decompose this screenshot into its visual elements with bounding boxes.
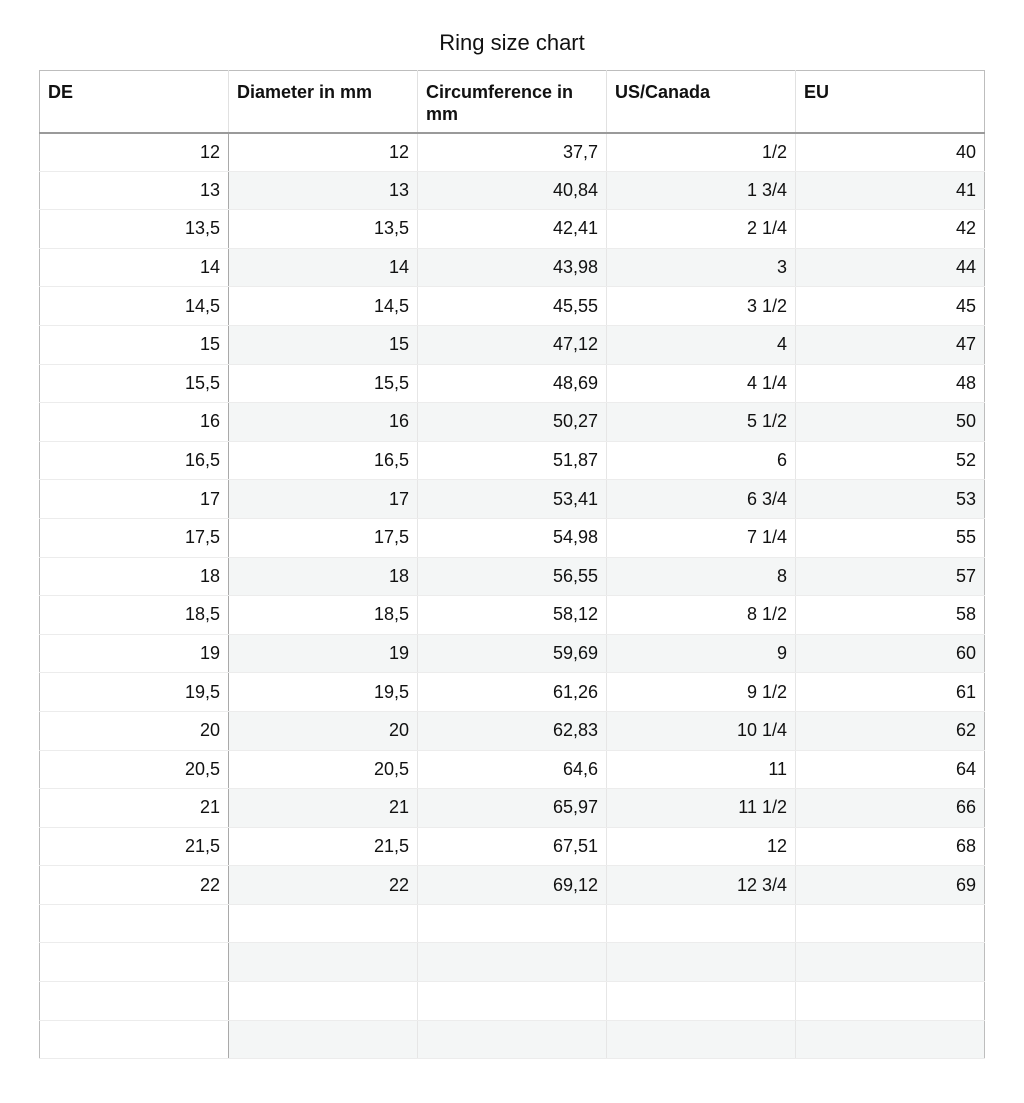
cell-circumference: 65,97 bbox=[418, 789, 607, 828]
cell-circumference bbox=[418, 943, 607, 982]
table-row bbox=[40, 325, 985, 364]
table-row bbox=[40, 711, 985, 750]
cell-circumference: 58,12 bbox=[418, 596, 607, 635]
cell-de: 12 bbox=[40, 133, 229, 172]
cell-us-canada: 3 bbox=[607, 248, 796, 287]
cell-diameter: 20,5 bbox=[229, 750, 418, 789]
cell-eu: 55 bbox=[796, 518, 985, 557]
cell-eu: 53 bbox=[796, 480, 985, 519]
cell-us-canada: 7 1/4 bbox=[607, 518, 796, 557]
cell-diameter: 16 bbox=[229, 403, 418, 442]
cell-de bbox=[40, 982, 229, 1021]
header-eu: EU bbox=[796, 71, 985, 133]
cell-diameter: 19,5 bbox=[229, 673, 418, 712]
cell-de: 22 bbox=[40, 866, 229, 905]
cell-us-canada: 9 1/2 bbox=[607, 673, 796, 712]
cell-circumference bbox=[418, 904, 607, 943]
cell-diameter: 20 bbox=[229, 711, 418, 750]
cell-de: 16 bbox=[40, 403, 229, 442]
table-row bbox=[40, 403, 985, 442]
table-row bbox=[40, 634, 985, 673]
table-row bbox=[40, 904, 985, 943]
cell-circumference: 53,41 bbox=[418, 480, 607, 519]
cell-diameter: 22 bbox=[229, 866, 418, 905]
table-row bbox=[40, 171, 985, 210]
table-row bbox=[40, 210, 985, 249]
cell-circumference: 54,98 bbox=[418, 518, 607, 557]
cell-de: 15 bbox=[40, 325, 229, 364]
cell-de: 21,5 bbox=[40, 827, 229, 866]
cell-eu bbox=[796, 943, 985, 982]
cell-diameter: 21 bbox=[229, 789, 418, 828]
cell-us-canada: 11 bbox=[607, 750, 796, 789]
cell-diameter: 13,5 bbox=[229, 210, 418, 249]
chart-title: Ring size chart bbox=[439, 30, 585, 55]
cell-us-canada: 8 bbox=[607, 557, 796, 596]
cell-eu: 58 bbox=[796, 596, 985, 635]
table-row bbox=[40, 982, 985, 1021]
table-row bbox=[40, 480, 985, 519]
cell-diameter: 18 bbox=[229, 557, 418, 596]
cell-eu: 66 bbox=[796, 789, 985, 828]
cell-diameter: 17 bbox=[229, 480, 418, 519]
cell-eu bbox=[796, 982, 985, 1021]
cell-eu: 61 bbox=[796, 673, 985, 712]
cell-diameter: 15,5 bbox=[229, 364, 418, 403]
cell-circumference: 61,26 bbox=[418, 673, 607, 712]
cell-us-canada: 12 bbox=[607, 827, 796, 866]
header-us-canada: US/Canada bbox=[607, 71, 796, 133]
cell-us-canada: 6 3/4 bbox=[607, 480, 796, 519]
table-row bbox=[40, 441, 985, 480]
cell-us-canada: 4 bbox=[607, 325, 796, 364]
table-header bbox=[40, 71, 985, 133]
cell-circumference: 43,98 bbox=[418, 248, 607, 287]
cell-us-canada: 9 bbox=[607, 634, 796, 673]
cell-de: 16,5 bbox=[40, 441, 229, 480]
cell-de: 19 bbox=[40, 634, 229, 673]
cell-us-canada: 2 1/4 bbox=[607, 210, 796, 249]
cell-de: 21 bbox=[40, 789, 229, 828]
cell-us-canada: 1/2 bbox=[607, 133, 796, 172]
table-row bbox=[40, 1020, 985, 1059]
cell-eu: 64 bbox=[796, 750, 985, 789]
cell-us-canada: 8 1/2 bbox=[607, 596, 796, 635]
cell-eu: 52 bbox=[796, 441, 985, 480]
cell-circumference: 56,55 bbox=[418, 557, 607, 596]
cell-eu: 42 bbox=[796, 210, 985, 249]
cell-us-canada: 6 bbox=[607, 441, 796, 480]
cell-circumference: 40,84 bbox=[418, 171, 607, 210]
table-row bbox=[40, 673, 985, 712]
cell-us-canada: 5 1/2 bbox=[607, 403, 796, 442]
cell-eu bbox=[796, 904, 985, 943]
cell-diameter: 18,5 bbox=[229, 596, 418, 635]
cell-circumference: 59,69 bbox=[418, 634, 607, 673]
cell-diameter: 16,5 bbox=[229, 441, 418, 480]
cell-us-canada bbox=[607, 943, 796, 982]
cell-de: 17,5 bbox=[40, 518, 229, 557]
header-de: DE bbox=[40, 71, 229, 133]
cell-circumference: 67,51 bbox=[418, 827, 607, 866]
cell-diameter: 17,5 bbox=[229, 518, 418, 557]
table-row bbox=[40, 518, 985, 557]
cell-diameter bbox=[229, 1020, 418, 1059]
cell-de bbox=[40, 1020, 229, 1059]
cell-eu: 60 bbox=[796, 634, 985, 673]
table-row bbox=[40, 943, 985, 982]
cell-de: 13,5 bbox=[40, 210, 229, 249]
cell-diameter: 14,5 bbox=[229, 287, 418, 326]
cell-eu: 45 bbox=[796, 287, 985, 326]
cell-eu: 47 bbox=[796, 325, 985, 364]
cell-circumference: 45,55 bbox=[418, 287, 607, 326]
cell-eu: 50 bbox=[796, 403, 985, 442]
cell-diameter bbox=[229, 904, 418, 943]
table-row bbox=[40, 364, 985, 403]
cell-eu: 44 bbox=[796, 248, 985, 287]
cell-eu bbox=[796, 1020, 985, 1059]
cell-us-canada bbox=[607, 904, 796, 943]
cell-us-canada bbox=[607, 982, 796, 1021]
cell-us-canada: 4 1/4 bbox=[607, 364, 796, 403]
cell-de: 20 bbox=[40, 711, 229, 750]
cell-circumference: 51,87 bbox=[418, 441, 607, 480]
cell-de: 17 bbox=[40, 480, 229, 519]
cell-diameter: 13 bbox=[229, 171, 418, 210]
cell-circumference bbox=[418, 982, 607, 1021]
cell-diameter bbox=[229, 982, 418, 1021]
cell-eu: 68 bbox=[796, 827, 985, 866]
cell-circumference: 47,12 bbox=[418, 325, 607, 364]
cell-eu: 41 bbox=[796, 171, 985, 210]
cell-de: 13 bbox=[40, 171, 229, 210]
table-row bbox=[40, 596, 985, 635]
header-circumference: Circumference in mm bbox=[418, 71, 607, 133]
cell-diameter bbox=[229, 943, 418, 982]
cell-diameter: 14 bbox=[229, 248, 418, 287]
cell-eu: 69 bbox=[796, 866, 985, 905]
cell-eu: 48 bbox=[796, 364, 985, 403]
cell-circumference: 42,41 bbox=[418, 210, 607, 249]
table-row bbox=[40, 827, 985, 866]
cell-us-canada: 10 1/4 bbox=[607, 711, 796, 750]
cell-eu: 62 bbox=[796, 711, 985, 750]
cell-circumference: 69,12 bbox=[418, 866, 607, 905]
header-diameter: Diameter in mm bbox=[229, 71, 418, 133]
table-row bbox=[40, 557, 985, 596]
cell-us-canada: 12 3/4 bbox=[607, 866, 796, 905]
table-row bbox=[40, 866, 985, 905]
cell-de: 15,5 bbox=[40, 364, 229, 403]
table-row bbox=[40, 133, 985, 172]
cell-circumference: 48,69 bbox=[418, 364, 607, 403]
cell-diameter: 12 bbox=[229, 133, 418, 172]
cell-diameter: 21,5 bbox=[229, 827, 418, 866]
cell-circumference: 64,6 bbox=[418, 750, 607, 789]
cell-circumference bbox=[418, 1020, 607, 1059]
table-row bbox=[40, 287, 985, 326]
cell-us-canada: 1 3/4 bbox=[607, 171, 796, 210]
cell-de bbox=[40, 943, 229, 982]
cell-us-canada bbox=[607, 1020, 796, 1059]
cell-de: 14 bbox=[40, 248, 229, 287]
cell-de: 20,5 bbox=[40, 750, 229, 789]
table-row bbox=[40, 750, 985, 789]
cell-circumference: 37,7 bbox=[418, 133, 607, 172]
cell-us-canada: 3 1/2 bbox=[607, 287, 796, 326]
cell-de bbox=[40, 904, 229, 943]
table-body bbox=[40, 133, 985, 1059]
header-row bbox=[40, 71, 985, 133]
ring-size-table bbox=[39, 70, 985, 1059]
cell-diameter: 15 bbox=[229, 325, 418, 364]
cell-de: 18 bbox=[40, 557, 229, 596]
cell-de: 18,5 bbox=[40, 596, 229, 635]
cell-de: 14,5 bbox=[40, 287, 229, 326]
cell-circumference: 50,27 bbox=[418, 403, 607, 442]
cell-us-canada: 11 1/2 bbox=[607, 789, 796, 828]
cell-de: 19,5 bbox=[40, 673, 229, 712]
table-row bbox=[40, 789, 985, 828]
cell-diameter: 19 bbox=[229, 634, 418, 673]
table-row bbox=[40, 248, 985, 287]
cell-eu: 57 bbox=[796, 557, 985, 596]
cell-circumference: 62,83 bbox=[418, 711, 607, 750]
cell-eu: 40 bbox=[796, 133, 985, 172]
